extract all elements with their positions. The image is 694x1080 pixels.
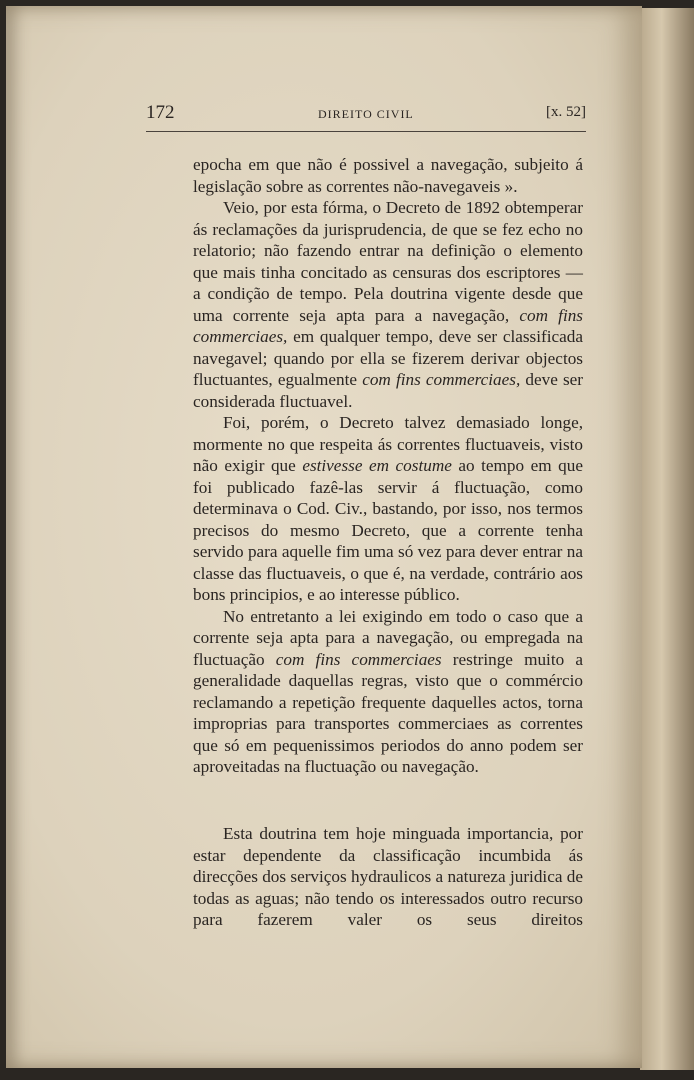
paragraph: Esta doutrina tem hoje minguada importancia, por estar dependente da classificação incumbida ás direcções dos serviços hydraulicos a natureza juridica de todas as aguas; não tendo os interessados outro recurso para fazerem valer os seus direitos bbox=[193, 824, 583, 929]
italic-phrase: estivesse em costume bbox=[302, 456, 452, 475]
page-header bbox=[146, 102, 586, 126]
body-text-continued bbox=[193, 823, 583, 931]
running-title: DIREITO CIVIL bbox=[318, 107, 414, 121]
body-text bbox=[193, 154, 583, 778]
adjacent-page-edge bbox=[640, 8, 694, 1070]
italic-phrase: com fins commerciaes bbox=[275, 649, 442, 669]
paragraph: Veio, por esta fórma, o Decreto de 1892 obtemperar ás reclamações da jurisprudencia, de que se fez echo no relatorio; não fazendo entrar na definição o elemento que mais tinha concitado as censuras dos escriptores — a condição de tempo. Pela doutrina vigente desde que uma corrente seja apta para a navegação, com fins commerciaes, em qualquer tempo, deve ser classificada navegavel; quando por ella se fizerem derivar objectos fluctuantes, egualmente com fins commerciaes, deve ser considerada fluctuavel. bbox=[193, 198, 584, 411]
italic-phrase: com fins commerciaes, bbox=[193, 305, 584, 346]
section-reference: [x. 52] bbox=[546, 104, 586, 120]
italic-phrase: com fins commerciaes, bbox=[362, 370, 521, 389]
paragraph: No entretanto a lei exigindo em todo o caso que a corrente seja apta para a navegação, ou empregada na fluctuação com fins commerciaes restringe muito a generalidade daquellas regras, visto que o commércio reclamando a repetição frequente daquelles actos, torna improprias para transportes commerciaes as correntes que só em pequenissimos periodos do anno podem ser aproveitadas na fluctuação ou navegação. bbox=[193, 606, 583, 776]
paragraph: Foi, porém, o Decreto talvez demasiado longe, mormente no que respeita ás correntes fluctuaveis, visto não exigir que estivesse em costume ao tempo em que foi publicado fazê-las servir á fluctuação, como determinava o Cod. Civ., bastando, por isso, nos termos precisos do mesmo Decreto, que a corrente tenha servido para aquelle fim uma só vez para dever entrar na classe das fluctuaveis, o que é, na verdade, contrário aos bons principios, e ao interesse público. bbox=[193, 413, 583, 604]
paragraph: epocha em que não é possivel a navegação, subjeito á legislação sobre as correntes não-navegaveis ». bbox=[193, 155, 583, 196]
page-number: 172 bbox=[146, 102, 175, 123]
header-rule bbox=[146, 131, 586, 132]
